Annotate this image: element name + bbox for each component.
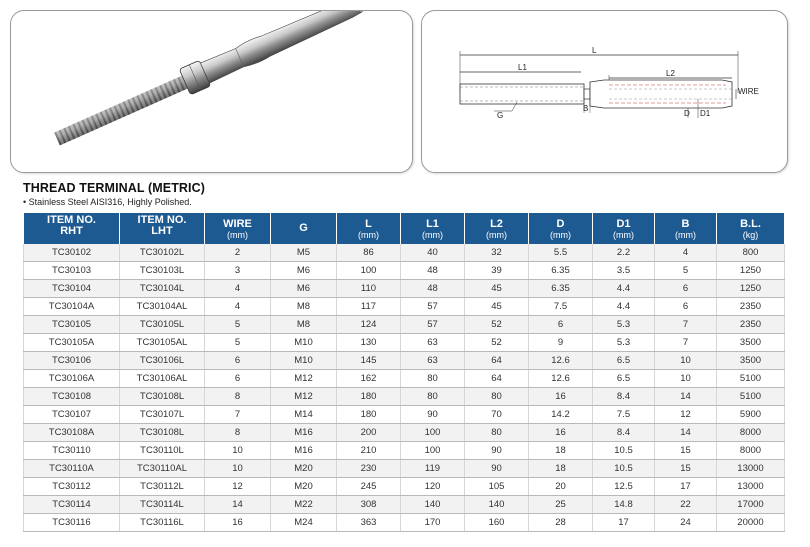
cell-wire: 4 bbox=[205, 298, 271, 316]
swage-body bbox=[590, 80, 732, 108]
cell-d1: 6.5 bbox=[593, 370, 655, 388]
table-row bbox=[24, 424, 785, 442]
cell-item-lht: TC30105L bbox=[120, 316, 205, 334]
cell-item-lht: TC30102L bbox=[120, 244, 205, 262]
cell-d1: 7.5 bbox=[593, 406, 655, 424]
cell-l: 86 bbox=[337, 244, 401, 262]
cell-item-rht: TC30105 bbox=[24, 316, 120, 334]
label-d: D bbox=[684, 109, 690, 118]
table-row bbox=[24, 316, 785, 334]
cell-d1: 6.5 bbox=[593, 352, 655, 370]
cell-wire: 12 bbox=[205, 478, 271, 496]
cell-d1: 5.3 bbox=[593, 334, 655, 352]
cell-l1: 170 bbox=[401, 514, 465, 532]
cell-d: 12.6 bbox=[529, 352, 593, 370]
cell-l: 100 bbox=[337, 262, 401, 280]
cell-g: M6 bbox=[271, 262, 337, 280]
label-d1: D1 bbox=[700, 109, 711, 118]
cell-item-rht: TC30107 bbox=[24, 406, 120, 424]
cell-item-lht: TC30107L bbox=[120, 406, 205, 424]
cell-l: 110 bbox=[337, 280, 401, 298]
spec-table bbox=[23, 213, 785, 532]
cell-wire: 5 bbox=[205, 316, 271, 334]
cell-l2: 64 bbox=[465, 352, 529, 370]
cell-item-lht: TC30108L bbox=[120, 388, 205, 406]
cell-item-rht: TC30116 bbox=[24, 514, 120, 532]
unit-bl: (kg) bbox=[717, 230, 785, 244]
cell-d1: 8.4 bbox=[593, 388, 655, 406]
label-l: L bbox=[592, 46, 597, 55]
cell-l1: 80 bbox=[401, 388, 465, 406]
cell-wire: 3 bbox=[205, 262, 271, 280]
cell-item-lht: TC30114L bbox=[120, 496, 205, 514]
cell-l1: 63 bbox=[401, 352, 465, 370]
cell-g: M14 bbox=[271, 406, 337, 424]
cell-l1: 40 bbox=[401, 244, 465, 262]
cell-wire: 14 bbox=[205, 496, 271, 514]
header-bl: B.L. bbox=[717, 213, 785, 230]
cell-b: 10 bbox=[655, 370, 717, 388]
cell-l1: 120 bbox=[401, 478, 465, 496]
cell-d: 6.35 bbox=[529, 262, 593, 280]
cell-l1: 140 bbox=[401, 496, 465, 514]
header-d1: D1 bbox=[593, 213, 655, 230]
header-g: G bbox=[271, 213, 337, 244]
cell-l: 162 bbox=[337, 370, 401, 388]
cell-item-rht: TC30104A bbox=[24, 298, 120, 316]
table-row bbox=[24, 352, 785, 370]
cell-l: 230 bbox=[337, 460, 401, 478]
cell-l2: 140 bbox=[465, 496, 529, 514]
technical-diagram-panel bbox=[421, 10, 788, 173]
label-l1: L1 bbox=[518, 63, 527, 72]
cell-bl: 5100 bbox=[717, 370, 785, 388]
cell-wire: 4 bbox=[205, 280, 271, 298]
cell-b: 4 bbox=[655, 244, 717, 262]
cell-d: 28 bbox=[529, 514, 593, 532]
cell-b: 17 bbox=[655, 478, 717, 496]
table-row bbox=[24, 460, 785, 478]
header-l1: L1 bbox=[401, 213, 465, 230]
table-row bbox=[24, 244, 785, 262]
cell-item-lht: TC30110L bbox=[120, 442, 205, 460]
dimension-diagram bbox=[422, 11, 787, 172]
cell-l: 180 bbox=[337, 406, 401, 424]
cell-l2: 90 bbox=[465, 460, 529, 478]
cell-bl: 8000 bbox=[717, 424, 785, 442]
cell-g: M16 bbox=[271, 424, 337, 442]
cell-l2: 52 bbox=[465, 334, 529, 352]
cell-b: 10 bbox=[655, 352, 717, 370]
cell-b: 12 bbox=[655, 406, 717, 424]
cell-l: 124 bbox=[337, 316, 401, 334]
cell-bl: 8000 bbox=[717, 442, 785, 460]
cell-bl: 1250 bbox=[717, 262, 785, 280]
cell-l1: 80 bbox=[401, 370, 465, 388]
cell-bl: 13000 bbox=[717, 478, 785, 496]
cell-l2: 160 bbox=[465, 514, 529, 532]
cell-l: 117 bbox=[337, 298, 401, 316]
cell-g: M6 bbox=[271, 280, 337, 298]
cell-g: M12 bbox=[271, 370, 337, 388]
cell-l: 363 bbox=[337, 514, 401, 532]
cell-item-rht: TC30103 bbox=[24, 262, 120, 280]
cell-bl: 17000 bbox=[717, 496, 785, 514]
cell-g: M8 bbox=[271, 316, 337, 334]
cell-item-rht: TC30112 bbox=[24, 478, 120, 496]
cell-item-lht: TC30108L bbox=[120, 424, 205, 442]
cell-d1: 12.5 bbox=[593, 478, 655, 496]
cell-l1: 48 bbox=[401, 262, 465, 280]
cell-wire: 8 bbox=[205, 424, 271, 442]
cell-item-rht: TC30114 bbox=[24, 496, 120, 514]
cell-wire: 8 bbox=[205, 388, 271, 406]
cell-l1: 90 bbox=[401, 406, 465, 424]
cell-l2: 39 bbox=[465, 262, 529, 280]
cell-l1: 63 bbox=[401, 334, 465, 352]
cell-item-lht: TC30103L bbox=[120, 262, 205, 280]
cell-item-rht: TC30108 bbox=[24, 388, 120, 406]
cell-bl: 3500 bbox=[717, 334, 785, 352]
unit-l1: (mm) bbox=[401, 230, 465, 244]
cell-item-lht: TC30110AL bbox=[120, 460, 205, 478]
product-photo-panel bbox=[10, 10, 413, 173]
cell-g: M8 bbox=[271, 298, 337, 316]
cell-b: 6 bbox=[655, 298, 717, 316]
cell-d: 18 bbox=[529, 460, 593, 478]
cell-d: 16 bbox=[529, 388, 593, 406]
cell-b: 7 bbox=[655, 316, 717, 334]
cell-d1: 8.4 bbox=[593, 424, 655, 442]
unit-l: (mm) bbox=[337, 230, 401, 244]
cell-d: 14.2 bbox=[529, 406, 593, 424]
cell-bl: 800 bbox=[717, 244, 785, 262]
cell-l2: 52 bbox=[465, 316, 529, 334]
cell-bl: 3500 bbox=[717, 352, 785, 370]
table-row bbox=[24, 406, 785, 424]
unit-wire: (mm) bbox=[205, 230, 271, 244]
cell-bl: 2350 bbox=[717, 316, 785, 334]
cell-wire: 6 bbox=[205, 370, 271, 388]
cell-bl: 13000 bbox=[717, 460, 785, 478]
cell-item-lht: TC30105AL bbox=[120, 334, 205, 352]
cell-l2: 45 bbox=[465, 298, 529, 316]
cell-b: 7 bbox=[655, 334, 717, 352]
cell-l: 130 bbox=[337, 334, 401, 352]
cell-l1: 48 bbox=[401, 280, 465, 298]
unit-d: (mm) bbox=[529, 230, 593, 244]
cell-bl: 1250 bbox=[717, 280, 785, 298]
cell-item-lht: TC30106L bbox=[120, 352, 205, 370]
cell-item-lht: TC30104L bbox=[120, 280, 205, 298]
cell-wire: 5 bbox=[205, 334, 271, 352]
cell-item-lht: TC30106AL bbox=[120, 370, 205, 388]
cell-d1: 4.4 bbox=[593, 280, 655, 298]
cell-wire: 16 bbox=[205, 514, 271, 532]
label-g: G bbox=[497, 111, 504, 120]
cell-item-rht: TC30110 bbox=[24, 442, 120, 460]
cell-wire: 10 bbox=[205, 442, 271, 460]
cell-item-rht: TC30106A bbox=[24, 370, 120, 388]
cell-l2: 80 bbox=[465, 424, 529, 442]
cell-b: 14 bbox=[655, 424, 717, 442]
label-wire: WIRE bbox=[738, 87, 759, 96]
cell-l: 145 bbox=[337, 352, 401, 370]
cell-l2: 64 bbox=[465, 370, 529, 388]
cell-d: 12.6 bbox=[529, 370, 593, 388]
table-row bbox=[24, 442, 785, 460]
cell-wire: 10 bbox=[205, 460, 271, 478]
cell-l: 308 bbox=[337, 496, 401, 514]
cell-l1: 119 bbox=[401, 460, 465, 478]
unit-b: (mm) bbox=[655, 230, 717, 244]
cell-d: 25 bbox=[529, 496, 593, 514]
spec-table-header bbox=[24, 213, 785, 244]
table-row bbox=[24, 298, 785, 316]
cell-bl: 5100 bbox=[717, 388, 785, 406]
section-title: THREAD TERMINAL (METRIC) bbox=[23, 181, 206, 195]
cell-b: 14 bbox=[655, 388, 717, 406]
cell-item-rht: TC30102 bbox=[24, 244, 120, 262]
cell-bl: 5900 bbox=[717, 406, 785, 424]
cell-l2: 45 bbox=[465, 280, 529, 298]
cell-wire: 2 bbox=[205, 244, 271, 262]
spec-table-body bbox=[24, 244, 785, 532]
cell-item-rht: TC30110A bbox=[24, 460, 120, 478]
cell-l1: 57 bbox=[401, 298, 465, 316]
cell-item-lht: TC30104AL bbox=[120, 298, 205, 316]
cell-l2: 105 bbox=[465, 478, 529, 496]
unit-d1: (mm) bbox=[593, 230, 655, 244]
material-note: • Stainless Steel AISI316, Highly Polished. bbox=[23, 197, 192, 207]
cell-l: 210 bbox=[337, 442, 401, 460]
header-item-rht: ITEM NO. RHT bbox=[24, 213, 120, 244]
header-item-lht: ITEM NO. LHT bbox=[120, 213, 205, 244]
table-row bbox=[24, 334, 785, 352]
header-wire: WIRE bbox=[205, 213, 271, 230]
cell-l2: 80 bbox=[465, 388, 529, 406]
cell-d: 6.35 bbox=[529, 280, 593, 298]
cell-d1: 4.4 bbox=[593, 298, 655, 316]
cell-d1: 10.5 bbox=[593, 460, 655, 478]
table-row bbox=[24, 280, 785, 298]
cell-d: 18 bbox=[529, 442, 593, 460]
header-l2: L2 bbox=[465, 213, 529, 230]
cell-d1: 5.3 bbox=[593, 316, 655, 334]
cell-g: M16 bbox=[271, 442, 337, 460]
unit-l2: (mm) bbox=[465, 230, 529, 244]
cell-l1: 100 bbox=[401, 424, 465, 442]
label-l2: L2 bbox=[666, 69, 675, 78]
cell-b: 22 bbox=[655, 496, 717, 514]
cell-b: 6 bbox=[655, 280, 717, 298]
cell-d: 6 bbox=[529, 316, 593, 334]
cell-d: 9 bbox=[529, 334, 593, 352]
cell-bl: 2350 bbox=[717, 298, 785, 316]
cell-g: M20 bbox=[271, 460, 337, 478]
cell-g: M5 bbox=[271, 244, 337, 262]
cell-wire: 6 bbox=[205, 352, 271, 370]
cell-g: M10 bbox=[271, 334, 337, 352]
cell-d: 5.5 bbox=[529, 244, 593, 262]
cell-item-rht: TC30105A bbox=[24, 334, 120, 352]
cell-l: 200 bbox=[337, 424, 401, 442]
cell-d: 16 bbox=[529, 424, 593, 442]
label-b: B bbox=[583, 104, 589, 113]
cell-l: 180 bbox=[337, 388, 401, 406]
cell-l2: 32 bbox=[465, 244, 529, 262]
table-row bbox=[24, 478, 785, 496]
cell-d1: 3.5 bbox=[593, 262, 655, 280]
cell-g: M12 bbox=[271, 388, 337, 406]
header-l: L bbox=[337, 213, 401, 230]
cell-d1: 2.2 bbox=[593, 244, 655, 262]
cell-b: 24 bbox=[655, 514, 717, 532]
cell-b: 5 bbox=[655, 262, 717, 280]
cell-item-lht: TC30116L bbox=[120, 514, 205, 532]
cell-l2: 70 bbox=[465, 406, 529, 424]
cell-item-lht: TC30112L bbox=[120, 478, 205, 496]
cell-d1: 17 bbox=[593, 514, 655, 532]
cell-g: M24 bbox=[271, 514, 337, 532]
cell-g: M10 bbox=[271, 352, 337, 370]
cell-b: 15 bbox=[655, 460, 717, 478]
cell-l: 245 bbox=[337, 478, 401, 496]
cell-l1: 100 bbox=[401, 442, 465, 460]
cell-g: M20 bbox=[271, 478, 337, 496]
table-row bbox=[24, 370, 785, 388]
header-d: D bbox=[529, 213, 593, 230]
cell-d1: 10.5 bbox=[593, 442, 655, 460]
cell-g: M22 bbox=[271, 496, 337, 514]
cell-bl: 20000 bbox=[717, 514, 785, 532]
table-row bbox=[24, 496, 785, 514]
cell-d: 20 bbox=[529, 478, 593, 496]
cell-l2: 90 bbox=[465, 442, 529, 460]
header-b: B bbox=[655, 213, 717, 230]
thread-terminal-photo bbox=[11, 11, 412, 172]
cell-wire: 7 bbox=[205, 406, 271, 424]
table-row bbox=[24, 514, 785, 532]
cell-item-rht: TC30104 bbox=[24, 280, 120, 298]
cell-item-rht: TC30106 bbox=[24, 352, 120, 370]
table-row bbox=[24, 388, 785, 406]
cell-item-rht: TC30108A bbox=[24, 424, 120, 442]
table-row bbox=[24, 262, 785, 280]
cell-l1: 57 bbox=[401, 316, 465, 334]
cell-d1: 14.8 bbox=[593, 496, 655, 514]
cell-b: 15 bbox=[655, 442, 717, 460]
cell-d: 7.5 bbox=[529, 298, 593, 316]
